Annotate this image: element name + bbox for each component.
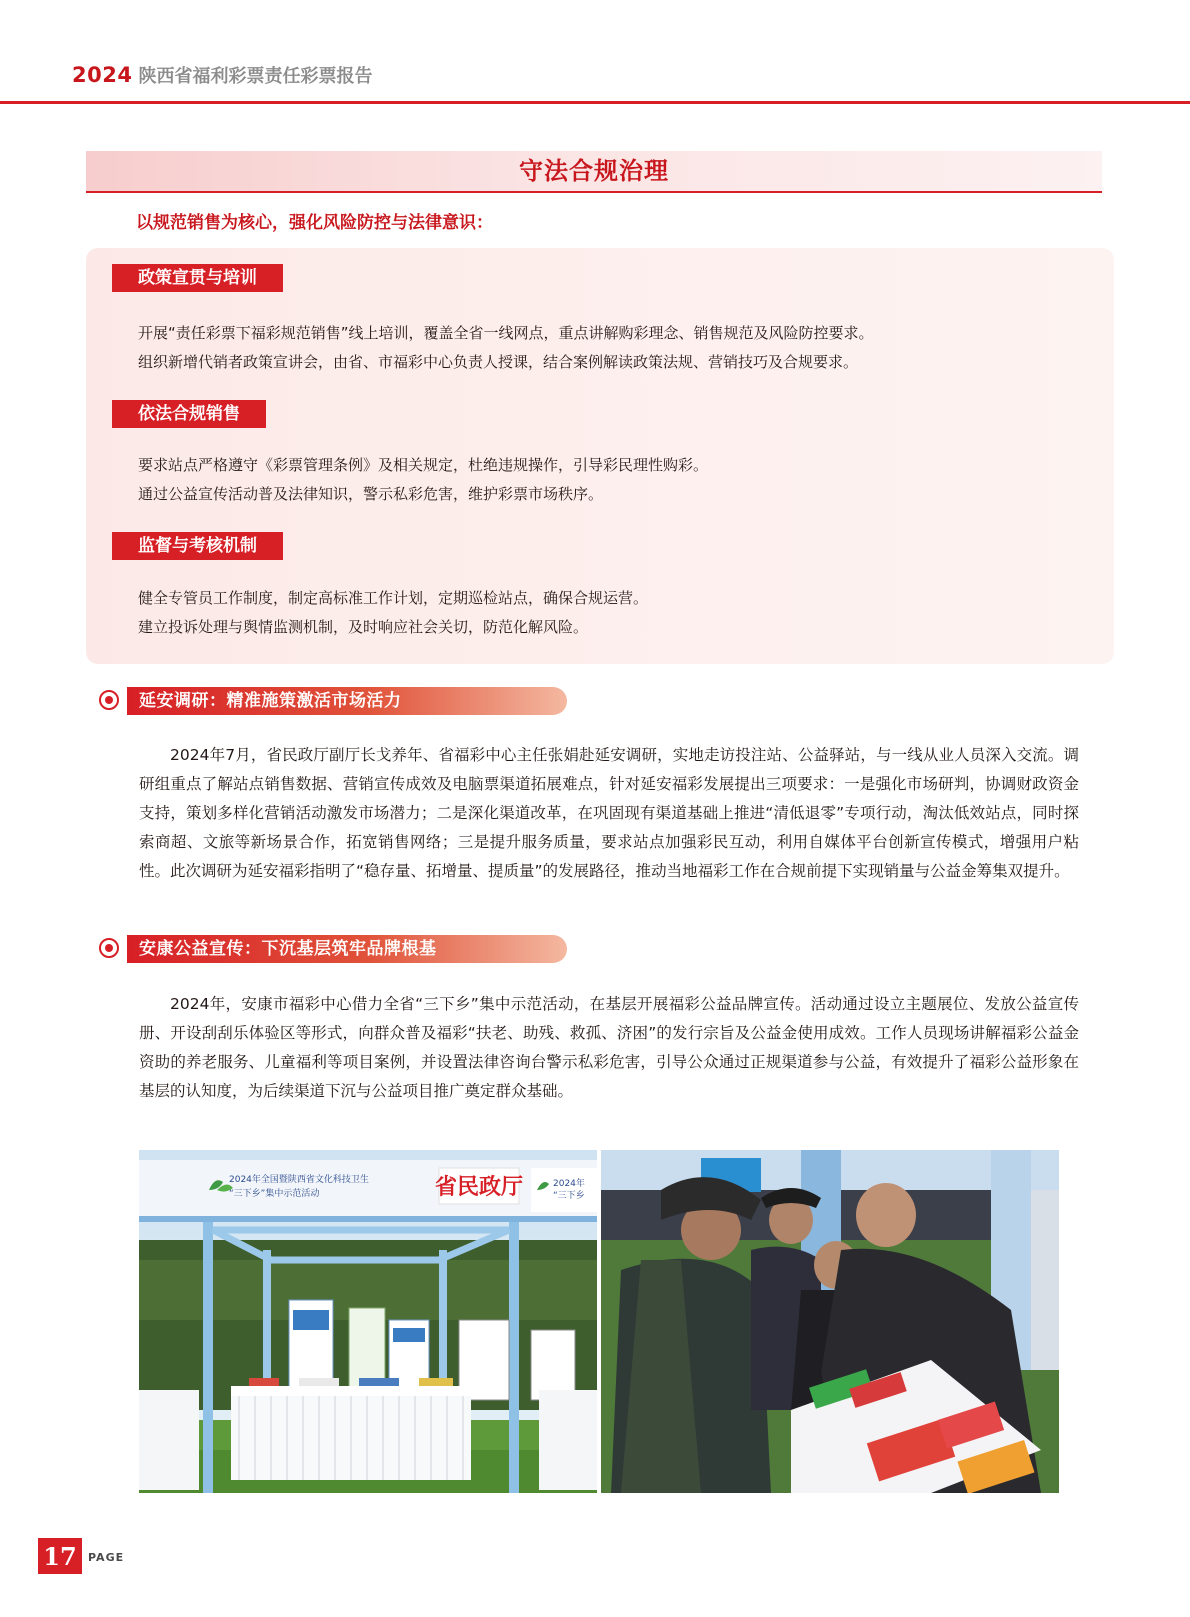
photo-banner-sub: “三下乡”集中示范活动 bbox=[229, 1189, 320, 1199]
yanan-body: 2024年7月，省民政厅副厅长戈养年、省福彩中心主任张娟赴延安调研，实地走访投注站、公益驿站，与一线从业人员深入交流。调研组重点了解站点销售数据、营销宣传成效及电脑票渠道拓展难点，针对延安福彩发展提出三项要求：一是强化市场研判，协调财政资金支持，策划多样化营销活动激发市场潜力；二是深化渠道改革，在巩固现有渠道基础上推进“清低退零”专项行动，淘汰低效站点，同时探索商超、文旅等新场景合作，拓宽销售网络；三是提升服务质量，要求站点加强彩民互动，利用自媒体平台创新宣传模式，增强用户粘性。此次调研为延安福彩指明了“稳存量、拓增量、提质量”的发展路径，推动当地福彩工作在合规前提下实现销量与公益金筹集双提升。 bbox=[139, 746, 1079, 880]
tag-policy-training: 政策宣贯与培训 bbox=[112, 264, 283, 292]
ankang-heading bbox=[99, 935, 569, 965]
bullet-circle-icon bbox=[99, 938, 119, 958]
photo-banner-text: 2024年全国暨陕西省文化科技卫生 bbox=[229, 1175, 369, 1185]
section-intro: 以规范销售为核心，强化风险防控与法律意识： bbox=[136, 213, 493, 233]
booth-name-text: 省民政厅 bbox=[434, 1175, 524, 1200]
supervision-line-1: 健全专管员工作制度，制定高标准工作计划，定期巡检站点，确保合规运营。 bbox=[138, 589, 649, 607]
legal-line-1: 要求站点严格遵守《彩票管理条例》及相关规定，杜绝违规操作，引导彩民理性购彩。 bbox=[138, 456, 709, 474]
report-title: 陕西省福利彩票责任彩票报告 bbox=[138, 66, 373, 87]
section-banner-title: 守法合规治理 bbox=[86, 151, 1102, 191]
booth-photo bbox=[139, 1150, 597, 1493]
yanan-heading bbox=[99, 687, 569, 717]
photo-right-sub: “三下乡 bbox=[553, 1191, 585, 1201]
page-label: PAGE bbox=[88, 1551, 125, 1564]
report-year: 2024 bbox=[72, 63, 133, 87]
photo-right-banner: 2024年 bbox=[553, 1179, 585, 1189]
policy-line-1: 开展“责任彩票下福彩规范销售”线上培训，覆盖全省一线网点，重点讲解购彩理念、销售规范及风险防控要求。 bbox=[138, 324, 874, 342]
crowd-photo bbox=[601, 1150, 1059, 1493]
ankang-heading-text: 安康公益宣传：下沉基层筑牢品牌根基 bbox=[139, 939, 437, 959]
header-divider bbox=[0, 101, 1190, 104]
bullet-circle-icon bbox=[99, 690, 119, 710]
ankang-body: 2024年，安康市福彩中心借力全省“三下乡”集中示范活动，在基层开展福彩公益品牌宣传。活动通过设立主题展位、发放公益宣传册、开设刮刮乐体验区等形式，向群众普及福彩“扶老、助残、救孤、济困”的发行宗旨及公益金使用成效。工作人员现场讲解福彩公益金资助的养老服务、儿童福利等项目案例，并设置法律咨询台警示私彩危害，引导公众通过正规渠道参与公益，有效提升了福彩公益形象在基层的认知度，为后续渠道下沉与公益项目推广奠定群众基础。 bbox=[139, 995, 1079, 1100]
supervision-line-2: 建立投诉处理与舆情监测机制，及时响应社会关切，防范化解风险。 bbox=[138, 618, 589, 636]
page-number: 17 bbox=[38, 1538, 82, 1574]
tag-legal-sales: 依法合规销售 bbox=[112, 400, 266, 428]
yanan-heading-text: 延安调研：精准施策激活市场活力 bbox=[139, 691, 402, 711]
tag-supervision: 监督与考核机制 bbox=[112, 532, 283, 560]
report-header bbox=[72, 62, 372, 88]
legal-line-2: 通过公益宣传活动普及法律知识，警示私彩危害，维护彩票市场秩序。 bbox=[138, 485, 604, 503]
policy-line-2: 组织新增代销者政策宣讲会，由省、市福彩中心负责人授课，结合案例解读政策法规、营销技巧及合规要求。 bbox=[138, 353, 859, 371]
banner-underline bbox=[86, 191, 1102, 193]
